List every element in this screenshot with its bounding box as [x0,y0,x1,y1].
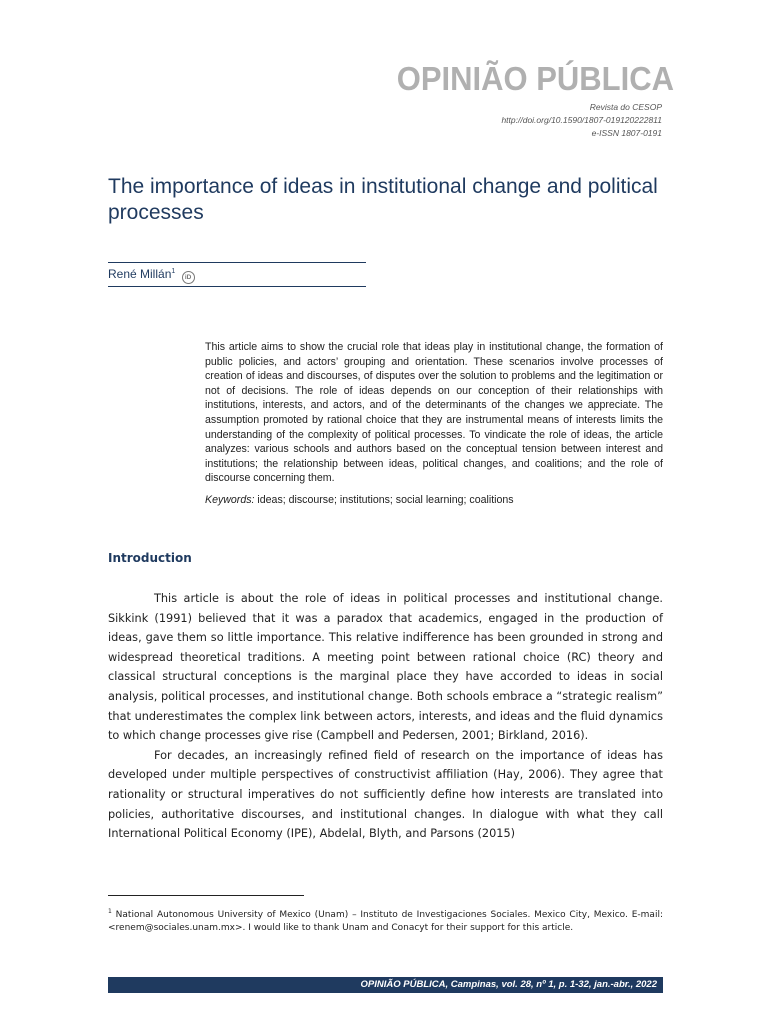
journal-subtitle: Revista do CESOP [589,102,662,112]
footer-citation: OPINIÃO PÚBLICA, Campinas, vol. 28, nº 1, p. 1-32, jan.-abr., 2022 [360,979,657,990]
footnote-divider [108,895,304,896]
orcid-icon[interactable]: iD [182,271,195,284]
paragraph: This article is about the role of ideas in political processes and institutional change. Sikkink (1991) believed that it was a paradox that academics, engaged in the production of ideas, gave them so little importance. This relative indifference has been grounded in strong and widespread theoretical traditions. A meeting point between rational choice (RC) theory and classical structural conceptions is the marginal place they have accorded to ideas in social analysis, political processes, and institutional change. Both schools embrace a “strategic realism” that underestimates the complex link between actors, interests, and ideas and the fluid dynamics to which change processes give rise (Campbell and Pedersen, 2001; Birkland, 2016). [108,592,663,743]
author-name: René Millán [108,267,172,281]
footnote-text: National Autonomous University of Mexico (Unam) – Instituto de Investigaciones Sociales. Mexico City, Mexico. E-mail: <renem@sociales.unam.mx>. I would like to thank Unam and Conacyt for their support for this article. [108,910,663,933]
keywords-line [205,494,663,506]
author-divider-top [108,262,366,263]
footnote-mark: 1 [108,908,112,915]
doi-link[interactable]: http://doi.org/10.1590/1807-019120222811 [501,115,662,125]
paragraph: For decades, an increasingly refined field of research on the importance of ideas has developed under multiple perspectives of constructivist affiliation (Hay, 2006). They agree that rationality or structural imperatives do not sufficiently define how interests are translated into policies, authoritative discourses, and institutional changes. In dialogue with what they call International Political Economy (IPE), Abdelal, Blyth, and Parsons (2015) [108,748,663,841]
abstract: This article aims to show the crucial role that ideas play in institutional change, the formation of public policies, and actors’ grouping and orientation. These scenarios involve processes of creation of ideas and discourses, of disputes over the solution to problems and the legitimation or not of decisions. The role of ideas depends on our conception of their relationships with institutions, interests, and actors, and of the determinants of the changes we appreciate. The assumption promoted by rational choice that they are instrumental means of interests limits the understanding of the complexity of political processes. To vindicate the role of ideas, the article analyzes: various schools and authors based on the conceptual tension between interest and institutions; the relationship between ideas, political changes, and coalitions; and the role of discourse concerning them. [205,341,663,485]
introduction-body [108,589,663,844]
keywords-label: Keywords: [205,494,255,506]
section-heading-introduction: Introduction [108,551,192,565]
author-block [108,267,195,284]
keywords-list: ideas; discourse; institutions; social learning; coalitions [257,494,514,506]
eissn: e-ISSN 1807-0191 [591,128,662,138]
author-divider-bottom [108,286,366,287]
footer-bar [108,977,663,993]
author-footnote-mark[interactable]: 1 [171,268,176,275]
journal-logo: OPINIÃO PÚBLICA [396,60,674,98]
journal-meta [501,101,662,140]
footnote [108,905,663,935]
article-title: The importance of ideas in institutional change and political processes [108,175,658,224]
